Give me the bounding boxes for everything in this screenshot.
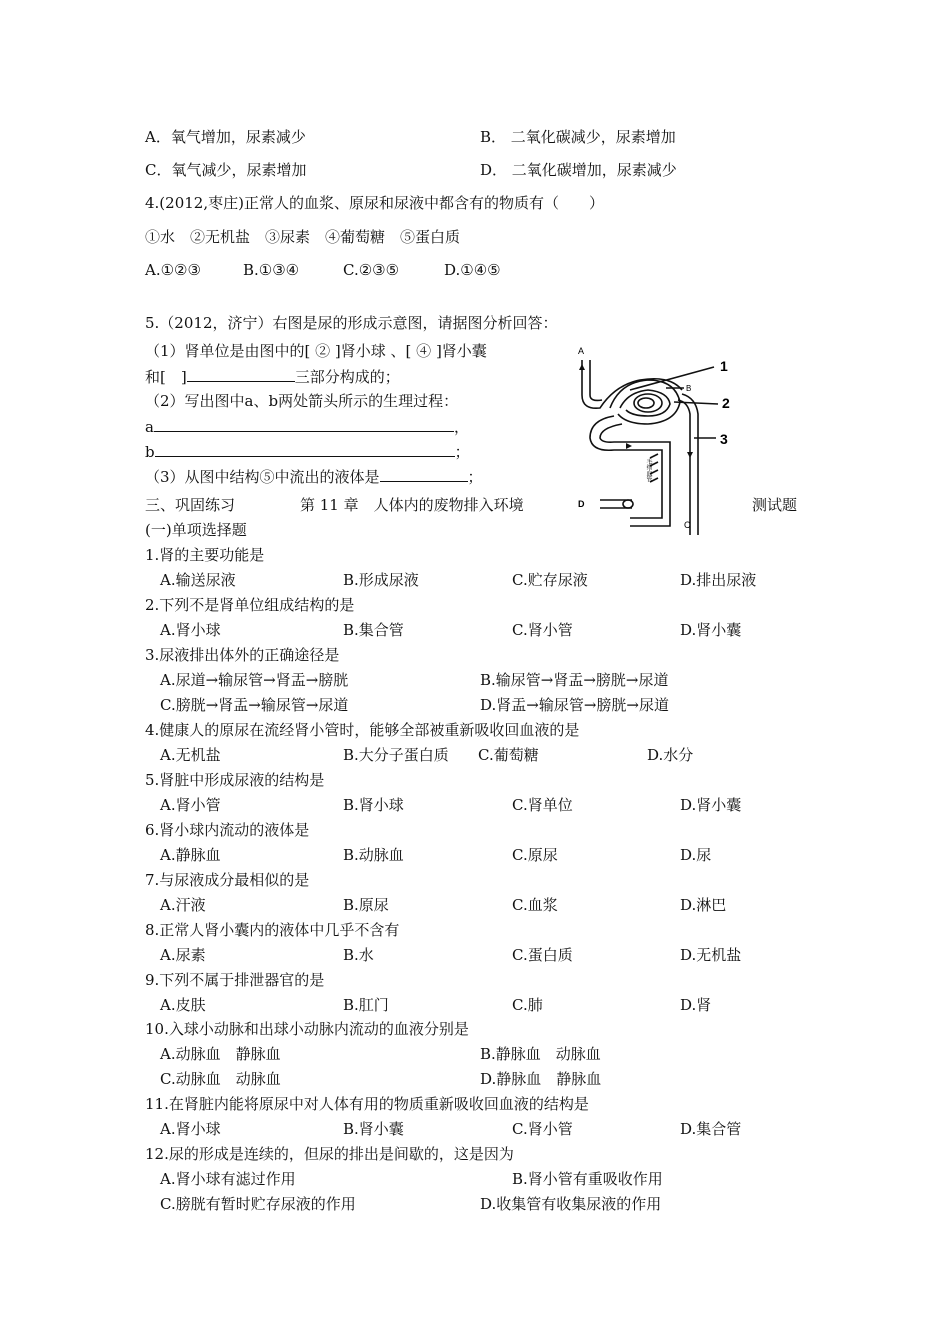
q5b-opt-a: A.肾小管 (160, 796, 221, 814)
label-2: 2 (722, 395, 730, 411)
q8-opt-d: D.无机盐 (680, 946, 742, 964)
q4b-opt-b: B.大分子蛋白质 (343, 746, 449, 764)
q4-items: ①水 ②无机盐 ③尿素 ④葡萄糖 ⑤蛋白质 (145, 228, 461, 246)
q5-part2: （2）写出图中a、b两处箭头所示的生理过程： (145, 392, 459, 410)
q7-opt-d: D.淋巴 (680, 896, 727, 914)
q8-opt-a: A.尿素 (160, 946, 206, 964)
q7-stem: 7.与尿液成分最相似的是 (145, 871, 310, 889)
q6-opt-d: D.尿 (680, 846, 712, 864)
answer-blank[interactable] (187, 366, 295, 382)
q7-opt-c: C.血浆 (512, 896, 558, 914)
q7-opt-b: B.原尿 (343, 896, 389, 914)
q1-opt-d: D.排出尿液 (680, 571, 757, 589)
answer-blank-b[interactable] (155, 441, 455, 457)
q3-stem: 3.尿液排出体外的正确途径是 (145, 646, 340, 664)
q5-part1b-pre: 和[ ] (145, 368, 187, 386)
option-b: B． 二氧化碳减少，尿素增加 (480, 128, 676, 146)
q2-opt-a: A.肾小球 (160, 621, 221, 639)
q9-opt-a: A.皮肤 (160, 996, 206, 1014)
q5-b-label: b (145, 443, 155, 461)
q6-opt-a: A.静脉血 (160, 846, 221, 864)
q6-stem: 6.肾小球内流动的液体是 (145, 821, 310, 839)
q7-opt-a: A.汗液 (160, 896, 206, 914)
q8-stem: 8.正常人肾小囊内的液体中几乎不含有 (145, 921, 400, 939)
q5-part1b (145, 366, 400, 387)
q4-option-a: A.①②③ (145, 261, 201, 279)
q5b-stem: 5.肾脏中形成尿液的结构是 (145, 771, 325, 789)
q9-opt-c: C.肺 (512, 996, 543, 1014)
q5-stem: 5.（2012，济宁）右图是尿的形成示意图，请据图分析回答： (145, 314, 558, 332)
q3-opt-d: D.肾盂→输尿管→膀胱→尿道 (480, 696, 669, 714)
q5-a-end: ， (453, 418, 469, 436)
q3-opt-a: A.尿道→输尿管→肾盂→膀胱 (160, 671, 349, 689)
q9-opt-b: B.肛门 (343, 996, 389, 1014)
q10-stem: 10.入球小动脉和出球小动脉内流动的血液分别是 (145, 1020, 469, 1038)
q5-line-a (145, 416, 469, 437)
label-1: 1 (720, 358, 728, 374)
q3-opt-c: C.膀胱→肾盂→输尿管→尿道 (160, 696, 349, 714)
answer-blank-a[interactable] (154, 416, 454, 432)
option-a: A．氧气增加，尿素减少 (145, 128, 306, 146)
q4-option-c: C.②③⑤ (343, 261, 400, 279)
section-sub: (一)单项选择题 (145, 521, 247, 539)
label-3: 3 (720, 431, 728, 447)
q4b-opt-c: C.葡萄糖 (478, 746, 539, 764)
q5-part3 (145, 466, 483, 487)
label-d: D (578, 499, 585, 509)
q9-stem: 9.下列不属于排泄器官的是 (145, 971, 325, 989)
q12-opt-c: C.膀胱有暂时贮存尿液的作用 (160, 1195, 356, 1213)
q1-opt-c: C.贮存尿液 (512, 571, 588, 589)
q4-stem: 4.(2012,枣庄)正常人的血浆、原尿和尿液中都含有的物质有（ ） (145, 194, 604, 212)
q1-opt-a: A.输送尿液 (160, 571, 236, 589)
q12-opt-d: D.收集管有收集尿液的作用 (480, 1195, 662, 1213)
q10-opt-d: D.静脉血 静脉血 (480, 1070, 602, 1088)
q5b-opt-b: B.肾小球 (343, 796, 404, 814)
q3-opt-b: B.输尿管→肾盂→膀胱→尿道 (480, 671, 669, 689)
q6-opt-b: B.动脉血 (343, 846, 404, 864)
q8-opt-c: C.蛋白质 (512, 946, 573, 964)
q10-opt-c: C.动脉血 动脉血 (160, 1070, 281, 1088)
option-c: C．氧气减少，尿素增加 (145, 161, 307, 179)
q11-opt-c: C.肾小管 (512, 1120, 573, 1138)
q11-opt-d: D.集合管 (680, 1120, 742, 1138)
q5-part3-end: ； (467, 468, 483, 486)
q1-opt-b: B.形成尿液 (343, 571, 419, 589)
q11-opt-a: A.肾小球 (160, 1120, 221, 1138)
q4-option-b: B.①③④ (243, 261, 300, 279)
q12-opt-a: A.肾小球有滤过作用 (160, 1170, 296, 1188)
q11-stem: 11.在肾脏内能将原尿中对人体有用的物质重新吸收回血液的结构是 (145, 1095, 589, 1113)
q5b-opt-c: C.肾单位 (512, 796, 573, 814)
q4b-opt-a: A.无机盐 (160, 746, 221, 764)
q12-opt-b: B.肾小管有重吸收作用 (512, 1170, 663, 1188)
q8-opt-b: B.水 (343, 946, 374, 964)
q11-opt-b: B.肾小囊 (343, 1120, 404, 1138)
q4b-opt-d: D.水分 (647, 746, 694, 764)
q4b-stem: 4.健康人的原尿在流经肾小管时，能够全部被重新吸收回血液的是 (145, 721, 580, 739)
answer-blank-3[interactable] (380, 466, 468, 482)
q2-stem: 2.下列不是肾单位组成结构的是 (145, 596, 355, 614)
q10-opt-b: B.静脉血 动脉血 (480, 1045, 601, 1063)
q6-opt-c: C.原尿 (512, 846, 558, 864)
q12-stem: 12.尿的形成是连续的，但尿的排出是间歇的，这是因为 (145, 1145, 514, 1163)
q2-opt-c: C.肾小管 (512, 621, 573, 639)
q5-line-b (145, 441, 470, 462)
label-b: B (686, 384, 692, 393)
q5-part1b-post: 三部分构成的； (294, 368, 400, 386)
q2-opt-b: B.集合管 (343, 621, 404, 639)
q9-opt-d: D.肾 (680, 996, 712, 1014)
q4-option-d: D.①④⑤ (444, 261, 501, 279)
q5-part1a: （1）肾单位是由图中的[ ② ]肾小球 、[ ④ ]肾小囊 (145, 342, 487, 360)
q1-stem: 1.肾的主要功能是 (145, 546, 265, 564)
q5-part3-pre: （3）从图中结构⑤中流出的液体是 (145, 468, 380, 486)
section-left: 三、巩固练习 (145, 496, 236, 514)
label-c: C (684, 520, 691, 530)
q5-b-end: ； (454, 443, 470, 461)
option-d: D． 二氧化碳增加，尿素减少 (480, 161, 677, 179)
capillary-label: 毛细血管 (645, 458, 651, 482)
q2-opt-d: D.肾小囊 (680, 621, 742, 639)
label-a: A (578, 346, 585, 356)
nephron-diagram (570, 340, 750, 535)
q5-a-label: a (145, 418, 154, 436)
q10-opt-a: A.动脉血 静脉血 (160, 1045, 281, 1063)
section-right: 测试题 (752, 496, 798, 514)
q5b-opt-d: D.肾小囊 (680, 796, 742, 814)
section-title: 第 11 章 人体内的废物排入环境 (300, 496, 524, 514)
